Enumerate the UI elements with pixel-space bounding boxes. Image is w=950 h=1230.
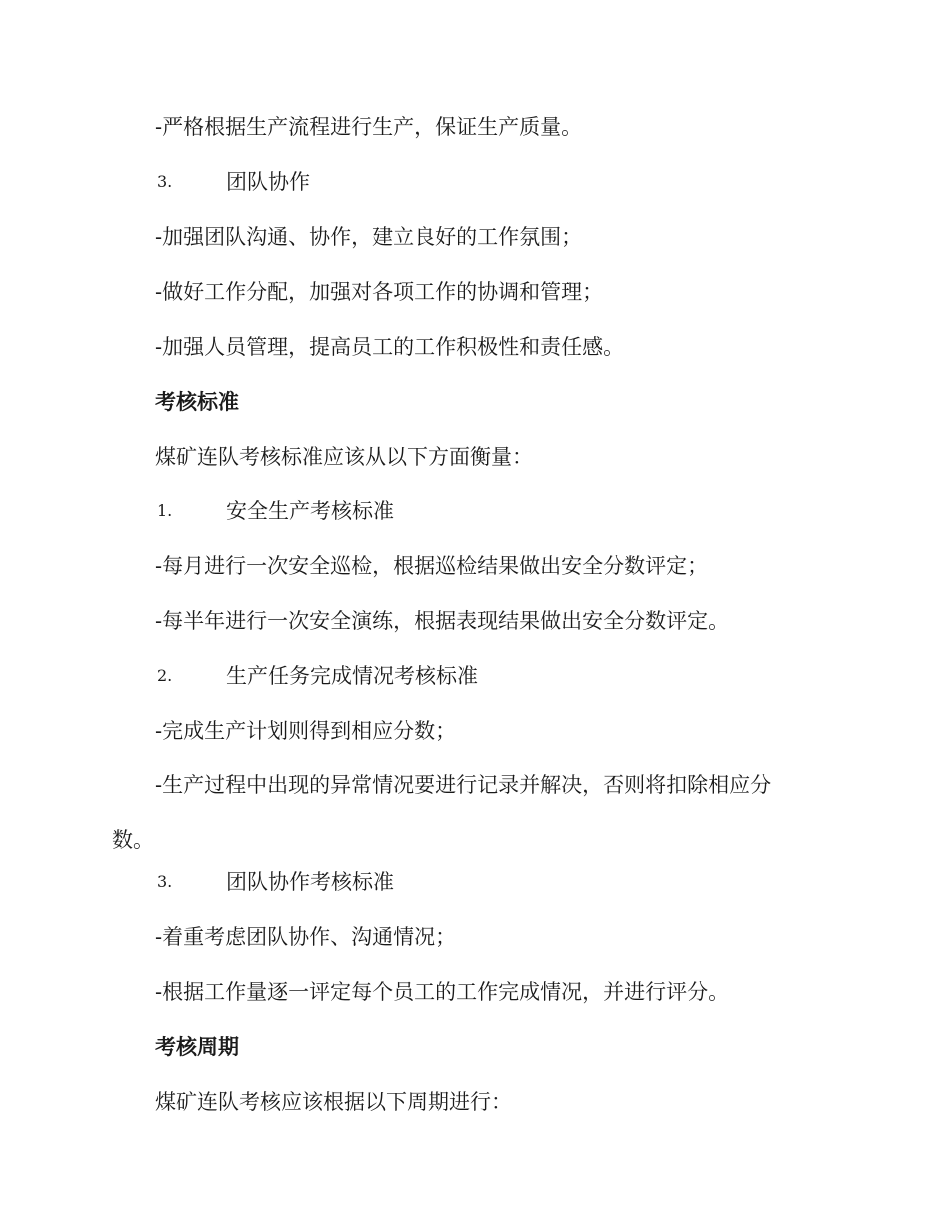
list-item-title: 团队协作 [226, 170, 310, 194]
paragraph-line: -每月进行一次安全巡检，根据巡检结果做出安全分数评定； [155, 554, 709, 578]
list-number: 3. [157, 872, 173, 891]
paragraph-line: -做好工作分配，加强对各项工作的协调和管理； [155, 280, 604, 304]
list-number: 2. [157, 666, 173, 685]
paragraph-line: -完成生产计划则得到相应分数； [155, 719, 457, 743]
list-item-title: 团队协作考核标准 [226, 870, 394, 894]
section-heading: 考核周期 [155, 1035, 239, 1059]
paragraph-line: -加强人员管理，提高员工的工作积极性和责任感。 [155, 335, 625, 359]
paragraph-line: -严格根据生产流程进行生产，保证生产质量。 [155, 115, 583, 139]
list-item-title: 安全生产考核标准 [226, 499, 394, 523]
paragraph-line: 煤矿连队考核应该根据以下周期进行： [155, 1090, 512, 1114]
section-heading: 考核标准 [155, 390, 239, 414]
paragraph-line: -每半年进行一次安全演练，根据表现结果做出安全分数评定。 [155, 609, 730, 633]
paragraph-line: -加强团队沟通、协作，建立良好的工作氛围； [155, 225, 583, 249]
list-number: 1. [157, 501, 173, 520]
list-number: 3. [157, 172, 173, 191]
list-item-title: 生产任务完成情况考核标准 [226, 664, 478, 688]
paragraph-line: 煤矿连队考核标准应该从以下方面衡量： [155, 445, 533, 469]
paragraph-line: -根据工作量逐一评定每个员工的工作完成情况，并进行评分。 [155, 980, 730, 1004]
paragraph-line: -着重考虑团队协作、沟通情况； [155, 925, 457, 949]
paragraph-wrapped: -生产过程中出现的异常情况要进行记录并解决，否则将扣除相应分数。 [112, 773, 772, 852]
